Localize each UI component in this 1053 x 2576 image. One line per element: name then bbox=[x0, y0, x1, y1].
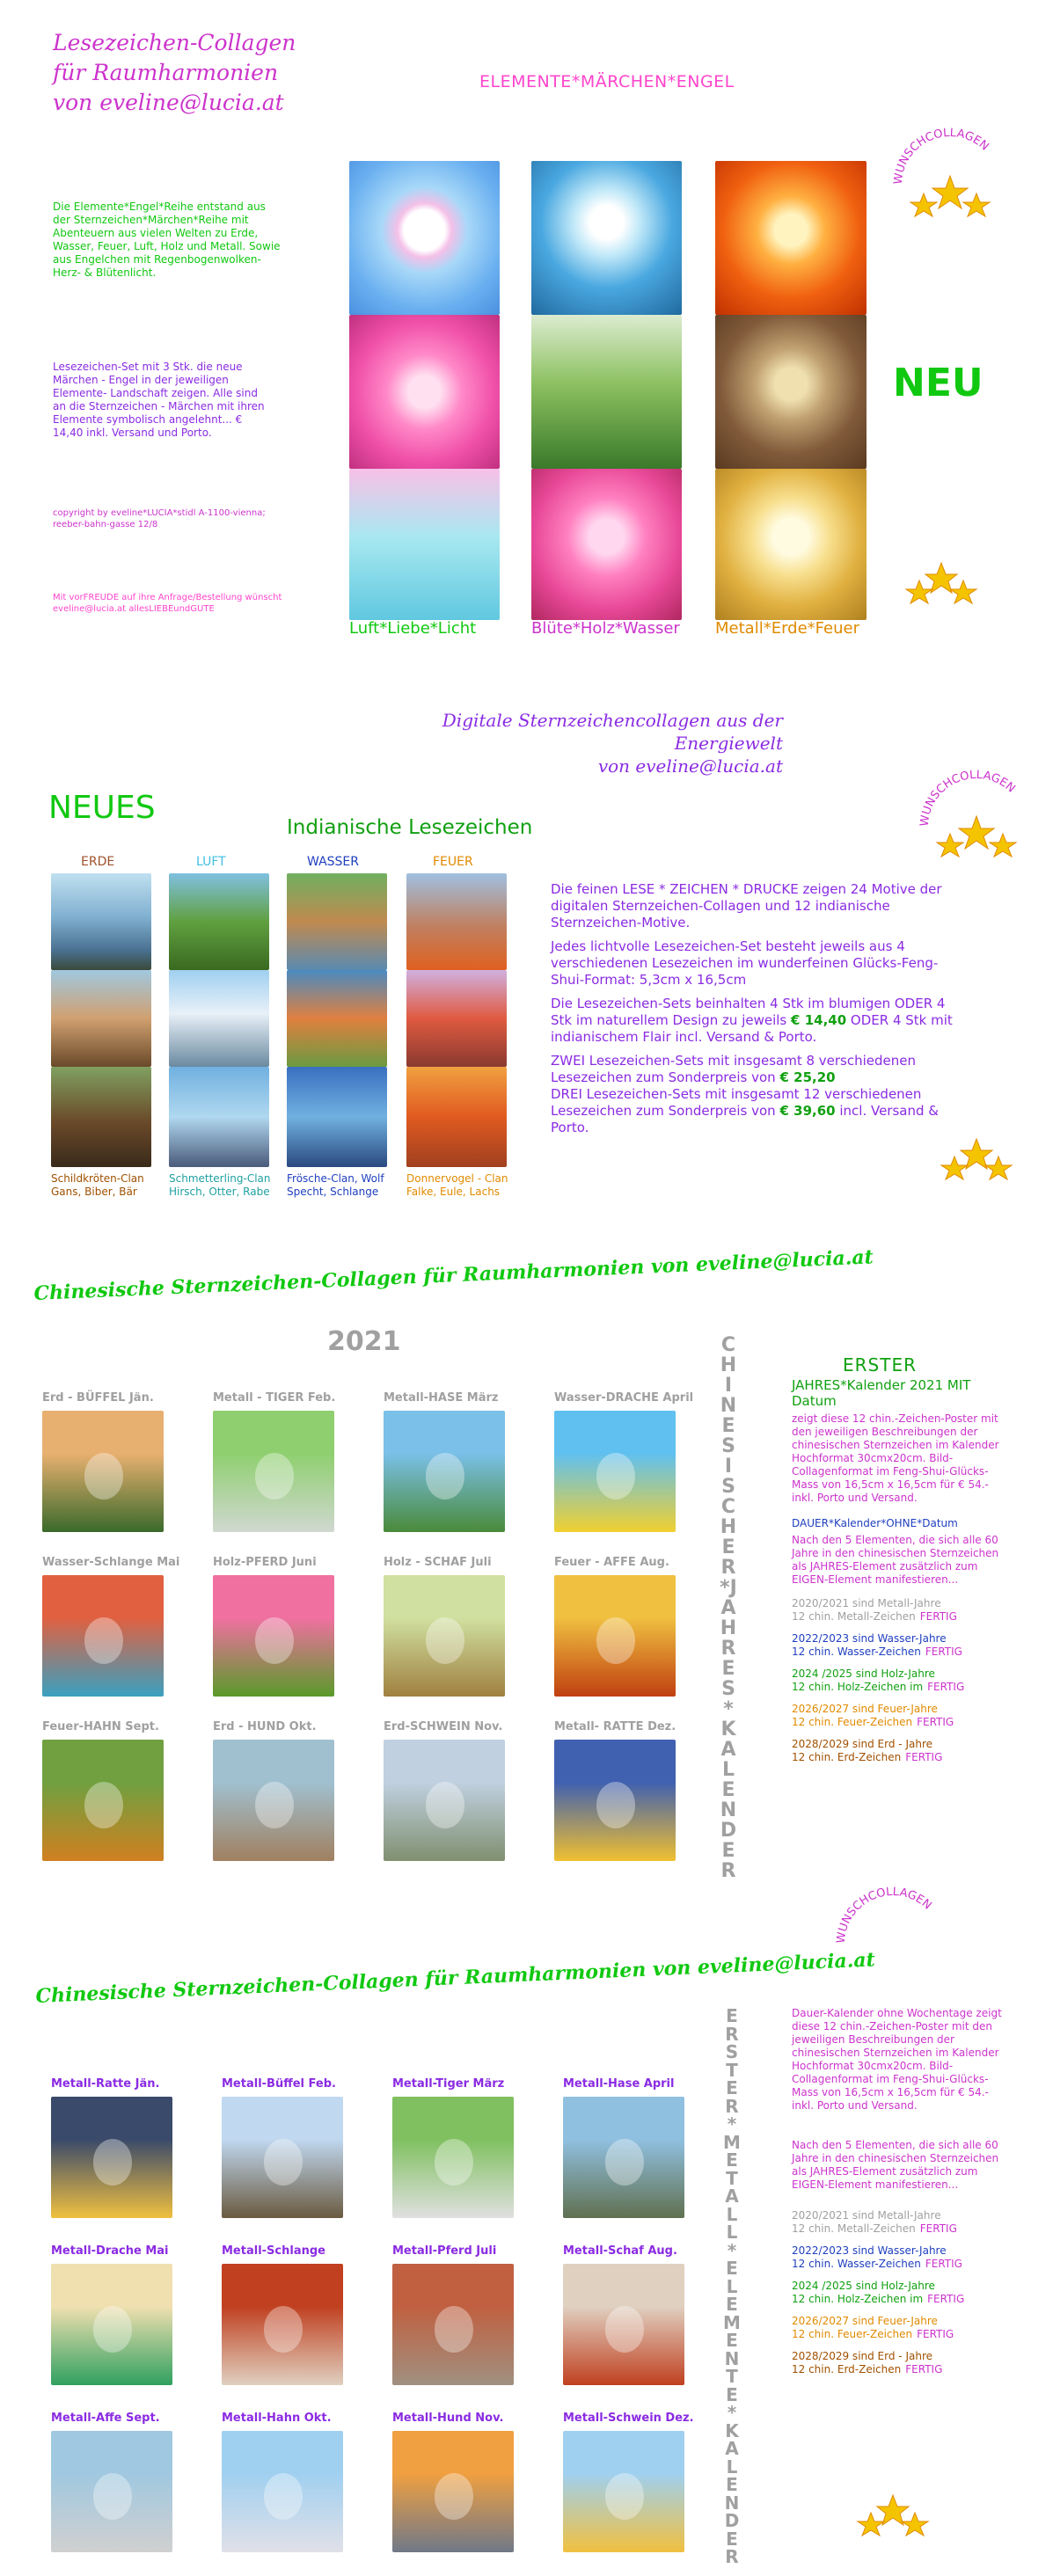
zodiac-tile-image bbox=[384, 1740, 505, 1861]
zodiac-tile-motif bbox=[84, 1617, 123, 1663]
new-badge: NEU bbox=[893, 361, 984, 405]
element-year-line: 2024 /2025 sind Holz-Jahre bbox=[792, 1667, 935, 1680]
angel-luft-1 bbox=[349, 161, 500, 315]
fertig-badge: FERTIG bbox=[919, 2222, 957, 2235]
column-head-luft: LUFT bbox=[196, 855, 226, 869]
angel-luft-2 bbox=[349, 315, 500, 469]
zodiac-tile-motif bbox=[255, 1453, 294, 1499]
metall-tile-image bbox=[51, 2097, 172, 2218]
desc-paragraph-4 bbox=[551, 1053, 964, 1086]
element-year-signs bbox=[792, 1646, 1012, 1659]
set-text: Lesezeichen-Set mit 3 Stk. die neue Märchen - Engel in der jeweiligen Elemente- Landschaft zeigen. Alle sind an die Sternzeichen - Märchen mit ihren Elemente symbolisch angelehnt... € 14,40 inkl. Versand und Porto. bbox=[53, 361, 265, 439]
zodiac-tile-label: Feuer - AFFE Aug. bbox=[554, 1556, 669, 1569]
angel-luft-3 bbox=[349, 469, 500, 620]
element-year-signs-text: 12 chin. Holz-Zeichen im bbox=[792, 2293, 924, 2305]
star-ornament-3 bbox=[849, 2491, 937, 2552]
metall-tile-label: Metall-Ratte Jän. bbox=[51, 2077, 160, 2091]
year-label: 2021 bbox=[327, 1326, 401, 1357]
metall-tile-motif bbox=[605, 2473, 644, 2519]
element-year-signs-text: 12 chin. Feuer-Zeichen bbox=[792, 2328, 913, 2340]
indianische-title: Indianische Lesezeichen bbox=[287, 816, 533, 839]
zodiac-tile-motif bbox=[596, 1617, 635, 1663]
metall-tile-label: Metall-Schlange bbox=[222, 2244, 325, 2258]
bookmark-wasser-3 bbox=[287, 1067, 387, 1167]
metall-tile-motif bbox=[93, 2139, 132, 2185]
metall-tile-motif bbox=[605, 2139, 644, 2185]
element-year-signs-text: 12 chin. Metall-Zeichen bbox=[792, 1610, 916, 1623]
page-title-line2: für Raumharmonien bbox=[53, 60, 279, 85]
metall-tile-label: Metall-Hase April bbox=[563, 2077, 675, 2091]
metall-tile-image bbox=[392, 2097, 514, 2218]
zodiac-tile-image bbox=[213, 1740, 334, 1861]
angel-erde-2 bbox=[715, 315, 867, 469]
copyright-text: copyright by eveline*LUCIA*stidl A-1100-vienna; reeber-bahn-gasse 12/8 bbox=[53, 508, 266, 529]
zodiac-tile-motif bbox=[84, 1453, 123, 1499]
column-label-holz: Blüte*Holz*Wasser bbox=[531, 619, 680, 638]
angel-erde-1 bbox=[715, 161, 867, 315]
price-three-sets: € 39,60 bbox=[779, 1103, 836, 1119]
metall-tile-label: Metall-Pferd Juli bbox=[392, 2244, 497, 2258]
metall-tile-motif bbox=[435, 2306, 473, 2352]
element-year-line: 2028/2029 sind Erd - Jahre bbox=[792, 1738, 932, 1750]
zodiac-tile-motif bbox=[426, 1453, 464, 1499]
metall-tile-motif bbox=[93, 2473, 132, 2519]
bookmark-wasser-2 bbox=[287, 970, 387, 1067]
metall-tile-motif bbox=[264, 2473, 303, 2519]
metall-tile-image bbox=[222, 2264, 343, 2385]
zodiac-tile-image bbox=[554, 1740, 676, 1861]
metall-tile-image bbox=[51, 2264, 172, 2385]
zodiac-tile-image bbox=[42, 1411, 164, 1532]
jahreskalender-desc: zeigt diese 12 chin.-Zeichen-Poster mit den jeweiligen Beschreibungen der chinesischen Sternzeichen im Kalender Hochformat 30cmx20cm. Bild-Collagenformat im Feng-Shui-Glücks-Mass von 16,5cm x 16,5cm für € 54.- inkl. Porto und Versand. bbox=[792, 1412, 999, 1504]
metall-tile-label: Metall-Affe Sept. bbox=[51, 2412, 160, 2425]
zodiac-tile-label: Wasser-DRACHE April bbox=[554, 1391, 694, 1405]
metall-tile-label: Metall-Hahn Okt. bbox=[222, 2412, 332, 2425]
element-year-signs bbox=[792, 1681, 1012, 1694]
element-year-line: 2022/2023 sind Wasser-Jahre bbox=[792, 2244, 947, 2257]
caption-line2: von eveline@lucia.at bbox=[597, 755, 783, 777]
zodiac-tile-motif bbox=[84, 1782, 123, 1828]
star-ornament-2 bbox=[932, 1135, 1020, 1196]
zodiac-tile-image bbox=[554, 1411, 676, 1532]
desc-paragraph-3 bbox=[551, 996, 964, 1046]
caption-line1: Digitale Sternzeichencollagen aus der Energiewelt bbox=[442, 710, 783, 754]
element-year-item bbox=[792, 1738, 1012, 1764]
fertig-badge: FERTIG bbox=[905, 1751, 943, 1763]
metall-tile-image bbox=[563, 2097, 684, 2218]
zodiac-tile-label: Holz-PFERD Juni bbox=[213, 1556, 317, 1569]
fertig-badge: FERTIG bbox=[927, 1681, 965, 1693]
metall-tile-label: Metall-Tiger März bbox=[392, 2077, 505, 2091]
star-ornament bbox=[897, 558, 985, 620]
desc-paragraph-5b: incl. Versand & Porto. bbox=[551, 1103, 939, 1135]
element-years-list-2 bbox=[792, 2209, 1012, 2376]
element-year-item bbox=[792, 1667, 1012, 1694]
element-year-line: 2026/2027 sind Feuer-Jahre bbox=[792, 1703, 938, 1715]
section-headline: ELEMENTE*MÄRCHEN*ENGEL bbox=[479, 72, 735, 91]
banner-chinesisch-1: Chinesische Sternzeichen-Collagen für Raumharmonien von eveline@lucia.at bbox=[33, 1245, 874, 1305]
zodiac-tile-label: Erd - HUND Okt. bbox=[213, 1720, 317, 1733]
zodiac-tile-label: Metall-HASE März bbox=[384, 1391, 499, 1405]
bookmark-wasser-1 bbox=[287, 873, 387, 970]
metall-tile-label: Metall-Hund Nov. bbox=[392, 2412, 504, 2425]
angel-erde-3 bbox=[715, 469, 867, 620]
metallkalender-dauer-desc: Nach den 5 Elementen, die sich alle 60 Jahre in den chinesischen Sternzeichen als JAHRES-Element zusätzlich zum EIGEN-Element manifestieren... bbox=[792, 2139, 999, 2191]
metall-tile-label: Metall-Schwein Dez. bbox=[563, 2412, 694, 2425]
dauerkalender-desc: Nach den 5 Elementen, die sich alle 60 Jahre in den chinesischen Sternzeichen als JAHRES-Element zusätzlich zum EIGEN-Element manifestieren... bbox=[792, 1534, 999, 1586]
column-foot-feuer: Donnervogel - Clan Falke, Eule, Lachs bbox=[406, 1172, 508, 1198]
metall-tile-motif bbox=[605, 2306, 644, 2352]
contact-text: Mit vorFREUDE auf ihre Anfrage/Bestellung wünscht eveline@lucia.at allesLIEBEundGUTE bbox=[53, 593, 282, 614]
zodiac-tile-motif bbox=[596, 1782, 635, 1828]
fertig-badge: FERTIG bbox=[905, 2363, 943, 2375]
element-year-signs-text: 12 chin. Wasser-Zeichen bbox=[792, 1646, 921, 1658]
desc-paragraph-3a: Die Lesezeichen-Sets beinhalten 4 Stk im blumigen ODER 4 Stk im naturellem Design zu jeweils bbox=[551, 996, 946, 1028]
zodiac-tile-label: Metall- RATTE Dez. bbox=[554, 1720, 676, 1733]
intro-text: Die Elemente*Engel*Reihe entstand aus der Sternzeichen*Märchen*Reihe mit Abenteuern aus vielen Welten zu Erde, Wasser, Feuer, Luft, Holz und Metall. Sowie aus Engelchen mit Regenbogenwolken- Herz- & Blütenlicht. bbox=[53, 201, 281, 279]
element-year-line: 2024 /2025 sind Holz-Jahre bbox=[792, 2280, 935, 2292]
column-label-metall: Metall*Erde*Feuer bbox=[715, 619, 859, 638]
element-year-line: 2028/2029 sind Erd - Jahre bbox=[792, 2350, 932, 2362]
element-year-signs bbox=[792, 2363, 1012, 2376]
zodiac-tile-motif bbox=[426, 1782, 464, 1828]
element-year-item bbox=[792, 1597, 1012, 1624]
column-head-wasser: WASSER bbox=[307, 855, 360, 869]
zodiac-tile-label: Erd-SCHWEIN Nov. bbox=[384, 1720, 503, 1733]
price-single: € 14,40 bbox=[791, 1012, 847, 1028]
element-year-line: 2020/2021 sind Metall-Jahre bbox=[792, 1597, 941, 1609]
metall-tile-label: Metall-Büffel Feb. bbox=[222, 2077, 336, 2091]
vertical-label-jahreskalender: CHINESISCHER*JAHRES*KALENDER bbox=[720, 1334, 737, 1882]
bookmark-luft-1 bbox=[169, 873, 269, 970]
bookmark-feuer-1 bbox=[406, 873, 507, 970]
page-title-line3: von eveline@lucia.at bbox=[53, 90, 284, 115]
metall-tile-image bbox=[392, 2431, 514, 2552]
zodiac-tile-label: Erd - BÜFFEL Jän. bbox=[42, 1391, 154, 1405]
neues-heading: NEUES bbox=[48, 790, 156, 826]
zodiac-tile-image bbox=[42, 1740, 164, 1861]
bookmark-erde-1 bbox=[51, 873, 151, 970]
desc-paragraph-4a: ZWEI Lesezeichen-Sets mit insgesamt 8 verschiedenen Lesezeichen zum Sonderpreis von bbox=[551, 1053, 917, 1085]
element-year-signs bbox=[792, 2222, 1012, 2236]
dauerkalender-heading: DAUER*Kalender*OHNE*Datum bbox=[792, 1517, 958, 1529]
vertical-label-metallkalender: ERSTER*METALL*ELEMENTE*KALENDER bbox=[723, 2005, 741, 2567]
metall-tile-image bbox=[222, 2431, 343, 2552]
element-year-signs bbox=[792, 2293, 1012, 2306]
element-year-signs-text: 12 chin. Erd-Zeichen bbox=[792, 2363, 902, 2375]
metall-tile-motif bbox=[435, 2473, 473, 2519]
fertig-badge: FERTIG bbox=[919, 1610, 957, 1623]
element-years-list bbox=[792, 1597, 1012, 1764]
element-year-line: 2020/2021 sind Metall-Jahre bbox=[792, 2209, 941, 2222]
fertig-badge: FERTIG bbox=[925, 1646, 962, 1658]
column-label-luft: Luft*Liebe*Licht bbox=[349, 619, 477, 638]
fertig-badge: FERTIG bbox=[917, 2328, 954, 2340]
zodiac-tile-motif bbox=[255, 1617, 294, 1663]
metall-tile-image bbox=[563, 2431, 684, 2552]
element-year-signs-text: 12 chin. Erd-Zeichen bbox=[792, 1751, 902, 1763]
svg-text:WUNSCHCOLLAGEN: WUNSCHCOLLAGEN bbox=[891, 126, 991, 186]
bookmark-luft-3 bbox=[169, 1067, 269, 1167]
erster-heading: ERSTER bbox=[843, 1354, 917, 1376]
price-two-sets: € 25,20 bbox=[779, 1069, 836, 1085]
svg-text:WUNSCHCOLLAGEN: WUNSCHCOLLAGEN bbox=[918, 768, 1018, 828]
column-foot-luft: Schmetterling-Clan Hirsch, Otter, Rabe bbox=[169, 1172, 271, 1198]
metall-tile-label: Metall-Drache Mai bbox=[51, 2244, 169, 2258]
zodiac-tile-image bbox=[213, 1575, 334, 1697]
element-year-signs-text: 12 chin. Metall-Zeichen bbox=[792, 2222, 916, 2235]
fertig-badge: FERTIG bbox=[917, 1716, 954, 1728]
element-year-item bbox=[792, 1703, 1012, 1729]
metall-tile-motif bbox=[264, 2139, 303, 2185]
zodiac-tile-image bbox=[384, 1575, 505, 1697]
zodiac-tile-image bbox=[384, 1411, 505, 1532]
element-year-item bbox=[792, 2315, 1012, 2341]
metall-tile-motif bbox=[264, 2306, 303, 2352]
element-year-signs bbox=[792, 1610, 1012, 1624]
bookmark-feuer-3 bbox=[406, 1067, 507, 1167]
angel-holz-3 bbox=[531, 469, 682, 620]
angel-holz-1 bbox=[531, 161, 682, 315]
desc-paragraph-1: Die feinen LESE * ZEICHEN * DRUCKE zeigen 24 Motive der digitalen Sternzeichen-Collagen und 12 indianische Sternzeichen-Motive. bbox=[551, 881, 942, 930]
element-year-signs-text: 12 chin. Wasser-Zeichen bbox=[792, 2258, 921, 2270]
zodiac-tile-image bbox=[213, 1411, 334, 1532]
banner-chinesisch-2: Chinesische Sternzeichen-Collagen für Raumharmonien von eveline@lucia.at bbox=[35, 1948, 876, 2008]
element-year-signs bbox=[792, 2328, 1012, 2341]
metall-tile-image bbox=[392, 2264, 514, 2385]
column-head-erde: ERDE bbox=[81, 855, 115, 869]
element-year-signs bbox=[792, 1751, 1012, 1764]
zodiac-tile-label: Metall - TIGER Feb. bbox=[213, 1391, 336, 1405]
zodiac-tile-motif bbox=[426, 1617, 464, 1663]
metall-tile-image bbox=[222, 2097, 343, 2218]
wunschcollagen-stamp-2 bbox=[910, 765, 1042, 871]
element-year-signs bbox=[792, 1716, 1012, 1729]
page-title-line1: Lesezeichen-Collagen bbox=[53, 30, 296, 55]
bookmark-feuer-2 bbox=[406, 970, 507, 1067]
fertig-badge: FERTIG bbox=[925, 2258, 962, 2270]
desc-paragraph-3b: ODER 4 Stk mit indianischem Flair incl. Versand & Porto. bbox=[551, 1012, 953, 1045]
metall-tile-motif bbox=[435, 2139, 473, 2185]
element-year-signs-text: 12 chin. Feuer-Zeichen bbox=[792, 1716, 913, 1728]
jahreskalender-subhead: JAHRES*Kalender 2021 MIT Datum bbox=[792, 1377, 971, 1409]
metall-tile-image bbox=[51, 2431, 172, 2552]
element-year-signs bbox=[792, 2258, 1012, 2271]
wunschcollagen-stamp bbox=[884, 123, 1016, 237]
zodiac-tile-image bbox=[42, 1575, 164, 1697]
metall-tile-label: Metall-Schaf Aug. bbox=[563, 2244, 677, 2258]
bookmark-erde-3 bbox=[51, 1067, 151, 1167]
element-year-line: 2026/2027 sind Feuer-Jahre bbox=[792, 2315, 938, 2327]
desc-paragraph-5 bbox=[551, 1086, 964, 1136]
desc-paragraph-5a: DREI Lesezeichen-Sets mit insgesamt 12 verschiedenen Lesezeichen zum Sonderpreis von bbox=[551, 1086, 922, 1119]
element-year-item bbox=[792, 2244, 1012, 2271]
desc-paragraph-2: Jedes lichtvolle Lesezeichen-Set besteht jeweils aus 4 verschiedenen Lesezeichen im wunderfeinen Glücks-Feng-Shui-Format: 5,3cm x 16,5cm bbox=[551, 938, 939, 988]
element-year-item bbox=[792, 2350, 1012, 2376]
bookmark-luft-2 bbox=[169, 970, 269, 1067]
zodiac-tile-label: Holz - SCHAF Juli bbox=[384, 1556, 492, 1569]
column-head-feuer: FEUER bbox=[433, 855, 473, 869]
angel-holz-2 bbox=[531, 315, 682, 469]
zodiac-tile-motif bbox=[596, 1453, 635, 1499]
zodiac-tile-label: Wasser-Schlange Mai bbox=[42, 1556, 180, 1569]
bookmark-erde-2 bbox=[51, 970, 151, 1067]
zodiac-tile-image bbox=[554, 1575, 676, 1697]
metall-tile-image bbox=[563, 2264, 684, 2385]
element-year-item bbox=[792, 2280, 1012, 2306]
svg-text:WUNSCHCOLLAGEN: WUNSCHCOLLAGEN bbox=[834, 1885, 934, 1945]
zodiac-tile-motif bbox=[255, 1782, 294, 1828]
zodiac-tile-label: Feuer-HAHN Sept. bbox=[42, 1720, 159, 1733]
element-year-item bbox=[792, 1632, 1012, 1659]
column-foot-wasser: Frösche-Clan, Wolf Specht, Schlange bbox=[287, 1172, 384, 1198]
element-year-line: 2022/2023 sind Wasser-Jahre bbox=[792, 1632, 947, 1645]
element-year-item bbox=[792, 2209, 1012, 2236]
metall-tile-motif bbox=[93, 2306, 132, 2352]
metallkalender-desc: Dauer-Kalender ohne Wochentage zeigt diese 12 chin.-Zeichen-Poster mit den jeweiligen Beschreibungen der chinesischen Sternzeichen im Kalender Hochformat 30cmx20cm. Bild-Collagenformat im Feng-Shui-Glücks-Mass von 16,5cm x 16,5cm für € 54.- inkl. Porto und Versand. bbox=[792, 2007, 1002, 2112]
element-year-signs-text: 12 chin. Holz-Zeichen im bbox=[792, 1681, 924, 1693]
column-foot-erde: Schildkröten-Clan Gans, Biber, Bär bbox=[51, 1172, 144, 1198]
fertig-badge: FERTIG bbox=[927, 2293, 965, 2305]
